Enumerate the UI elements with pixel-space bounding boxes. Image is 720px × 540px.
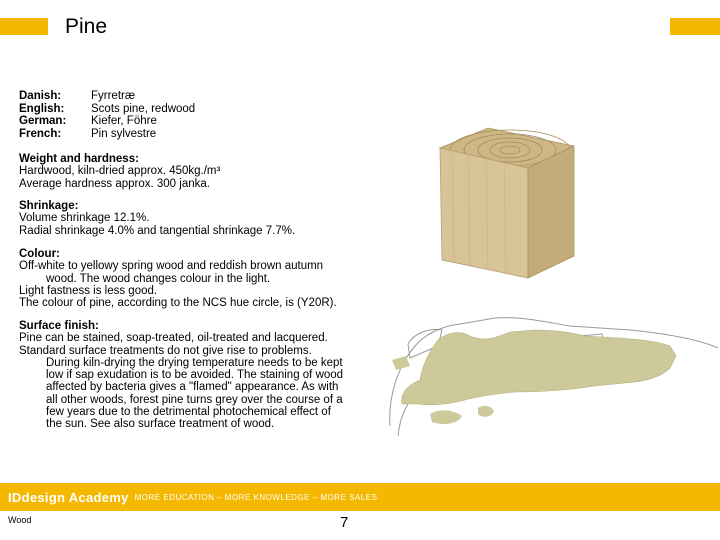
distribution-map [370, 296, 720, 461]
name-value: Pin sylvestre [91, 127, 157, 140]
section-paragraph: During kiln-drying the drying temperature needs to be kept low if sap exudation is to be avoided. The staining of wood affected by bacteria gives a "flamed" appearance. As with all other woods, forest pine turns grey over the course of a few years due to the detrimental photochemical effect of the sun. See also surface treatment of wood. [46, 356, 344, 431]
surface-section [19, 320, 359, 431]
shrinkage-section [19, 200, 359, 237]
section-line: wood. The wood changes colour in the light. [46, 272, 271, 285]
name-row-english [19, 103, 195, 116]
header-accent-bar-left [0, 18, 48, 35]
name-row-german [19, 115, 195, 128]
weight-section [19, 153, 359, 190]
section-line: Pine can be stained, soap-treated, oil-treated and lacquered. [19, 332, 328, 345]
footer-brand: IDdesign Academy [8, 489, 129, 505]
name-row-danish [19, 90, 195, 103]
name-label: English: [19, 102, 65, 115]
footer-section-label: Wood [8, 515, 32, 525]
section-line: Volume shrinkage 12.1%. [19, 212, 150, 225]
name-value: Scots pine, redwood [91, 102, 196, 115]
page-number: 7 [340, 514, 349, 531]
section-line: Radial shrinkage 4.0% and tangential shrinkage 7.7%. [19, 224, 296, 237]
name-label: Danish: [19, 90, 62, 102]
page-title: Pine [65, 15, 108, 38]
section-line: The colour of pine, according to the NCS hue circle, is (Y20R). [19, 297, 337, 310]
section-heading: Shrinkage: [19, 200, 79, 212]
section-heading: Weight and hardness: [19, 153, 139, 165]
name-label: French: [19, 127, 62, 140]
section-line: Hardwood, kiln-dried approx. 450kg./m³ [19, 165, 221, 178]
section-line: Off-white to yellowy spring wood and reddish brown autumn [19, 260, 324, 273]
section-line: Light fastness is less good. [19, 284, 158, 297]
section-heading: Colour: [19, 248, 60, 260]
section-line: Standard surface treatments do not give rise to problems. [19, 344, 312, 357]
colour-section [19, 248, 359, 309]
name-label: German: [19, 115, 67, 127]
wood-cube-image [392, 120, 592, 280]
section-line: Average hardness approx. 300 janka. [19, 177, 210, 190]
name-value: Kiefer, Föhre [91, 115, 157, 127]
footer-bar [0, 483, 720, 511]
footer-tagline: MORE EDUCATION – MORE KNOWLEDGE – MORE SALES [134, 492, 378, 502]
name-value: Fyrretræ [91, 90, 136, 102]
header-accent-bar-right [670, 18, 720, 35]
name-row-french [19, 128, 195, 141]
name-table [19, 90, 195, 140]
section-heading: Surface finish: [19, 320, 99, 332]
